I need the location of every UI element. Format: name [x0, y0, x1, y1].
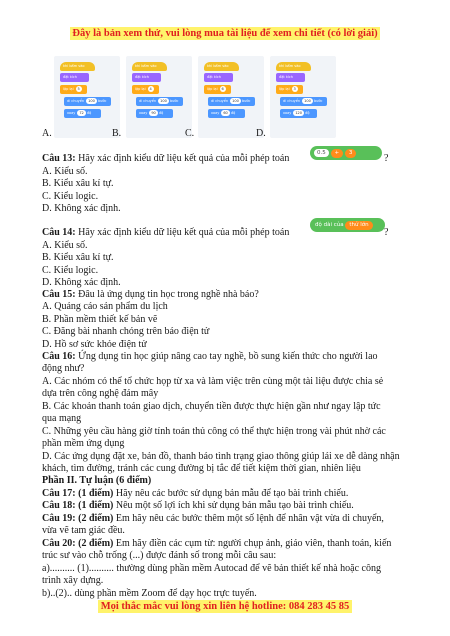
q14-suffix: ? [384, 227, 389, 238]
question-18: Câu 18: (1 điểm) Nêu một số lợi ích khi sử dụng bản mẫu tạo bài trình chiếu. [42, 500, 354, 511]
q16-option-d: D. Các ứng dụng đặt xe, bản đồ, thanh báo tình trạng giao thông giúp lái xe dễ dàng nhận [42, 451, 400, 462]
question-20-line2: trúc sư vào chỗ trống (...) được đánh số trong mỗi câu sau: [42, 550, 277, 561]
q13-suffix: ? [384, 153, 389, 164]
move-block: di chuyển 100 bước [64, 97, 111, 106]
move-block: di chuyển 100 bước [208, 97, 255, 106]
hotline-banner: Mọi thắc mắc vui lòng xin liên hệ hotline: 084 283 45 85 [98, 600, 352, 613]
move-block: di chuyển 100 bước [280, 97, 327, 106]
option-letter-a: A. [42, 128, 52, 139]
q16-option-c: C. Những yêu cầu hàng giờ tính toán thủ công có thể thực hiện trong vài phút nhờ các [42, 426, 386, 437]
question-19-line2: vừa vẽ tam giác đều. [42, 525, 125, 536]
operator-block-q13: 0.5 + 3 [310, 146, 382, 160]
q13-option-b: B. Kiểu xâu kí tự. [42, 178, 114, 189]
q14-option-d: D. Không xác định. [42, 277, 121, 288]
answer-image-row [42, 56, 422, 140]
turn-block: xoay 60 độ [208, 109, 245, 118]
q16-option-c-cont: phần mềm ứng dụng [42, 438, 125, 449]
question-13: Câu 13: Hãy xác định kiểu dữ liệu kết quả của mỗi phép toán [42, 153, 290, 164]
repeat-block: lặp lại 6 [204, 85, 231, 94]
event-block: khi bấm vào [132, 62, 167, 71]
pen-block: đặt kích [204, 73, 233, 82]
q13-option-c: C. Kiểu logic. [42, 191, 99, 202]
question-20-line5: b)..(2).. dùng phần mềm Zoom để dạy học trực tuyến. [42, 588, 257, 599]
repeat-block: lặp lại 3 [276, 85, 303, 94]
move-block: di chuyển 100 bước [136, 97, 183, 106]
repeat-block: lặp lại 4 [132, 85, 159, 94]
scratch-code-a [54, 56, 120, 138]
option-letter-c: C. [185, 128, 195, 139]
pen-block: đặt kích [132, 73, 161, 82]
question-14: Câu 14: Hãy xác định kiểu dữ liệu kết quả của mỗi phép toán [42, 227, 290, 238]
q15-option-b: B. Phần mềm thiết kế bản vẽ [42, 314, 158, 325]
scratch-code-c [198, 56, 264, 138]
turn-block: xoay 90 độ [136, 109, 173, 118]
pen-block: đặt kích [60, 73, 89, 82]
pen-block: đặt kích [276, 73, 305, 82]
question-20: Câu 20: (2 điểm) Em hãy điền các cụm từ: người chụp ảnh, giáo viên, thanh toán, kiến [42, 538, 392, 549]
scratch-code-d [270, 56, 336, 138]
turn-block: xoay 72 độ [64, 109, 101, 118]
part-2-heading: Phần II. Tự luận (6 điểm) [42, 475, 152, 486]
question-20-line3: a).......... (1).......... thường dùng phần mềm Autocad để vẽ bản thiết kế nhà hoặc công [42, 563, 381, 574]
q13-option-d: D. Không xác định. [42, 203, 121, 214]
q15-option-d: D. Hồ sơ sức khỏe điện tử [42, 339, 147, 350]
q14-option-b: B. Kiểu xâu kí tự. [42, 252, 114, 263]
event-block: khi bấm vào [60, 62, 95, 71]
question-20-line4: trình xây dựng. [42, 575, 104, 586]
event-block: khi bấm vào [276, 62, 311, 71]
option-letter-d: D. [256, 128, 266, 139]
question-19: Câu 19: (2 điểm) Em hãy nêu các bước thêm một số lệnh để nhân vật vừa di chuyển, [42, 513, 384, 524]
q13-option-a: A. Kiểu số. [42, 166, 88, 177]
question-15: Câu 15: Đâu là ứng dụng tin học trong nghề nhà báo? [42, 289, 259, 300]
q16-option-b: B. Các khoản thanh toán giao dịch, chuyển tiền được thực hiện gần như ngay lập tức [42, 401, 381, 412]
turn-block: xoay 120 độ [280, 109, 317, 118]
q16-option-d-cont: khách, tìm đường, tránh các cung đường bị tắc để tiết kiệm thời gian, nhiên liệu [42, 463, 361, 474]
q16-option-a-cont: dựa trên công nghệ đám mây [42, 388, 159, 399]
q15-option-a: A. Quảng cáo sản phẩm du lịch [42, 301, 168, 312]
option-letter-b: B. [112, 128, 122, 139]
q14-option-a: A. Kiểu số. [42, 240, 88, 251]
scratch-code-b [126, 56, 195, 139]
repeat-block: lặp lại 5 [60, 85, 87, 94]
q15-option-c: C. Đăng bài nhanh chóng trên báo điện tử [42, 326, 210, 337]
operator-block-q14: độ dài của thử lớn [310, 218, 385, 232]
question-16-line2: động như? [42, 363, 85, 374]
q16-option-a: A. Các nhóm có thể tổ chức họp từ xa và làm việc trên cùng một tài liệu được chia sẻ [42, 376, 384, 387]
question-16: Câu 16: Ứng dụng tin học giúp nâng cao tay nghề, bồ sung kiến thức cho người lao [42, 351, 378, 362]
event-block: khi bấm vào [204, 62, 239, 71]
preview-notice-banner: Đây là bản xem thử, vui lòng mua tài liệu để xem chi tiết (có lời giải) [70, 27, 380, 40]
q16-option-b-cont: qua mạng [42, 413, 82, 424]
q14-option-c: C. Kiểu logic. [42, 265, 99, 276]
question-17: Câu 17: (1 điểm) Hãy nêu các bước sử dụng bản mẫu để tạo bài trình chiếu. [42, 488, 349, 499]
